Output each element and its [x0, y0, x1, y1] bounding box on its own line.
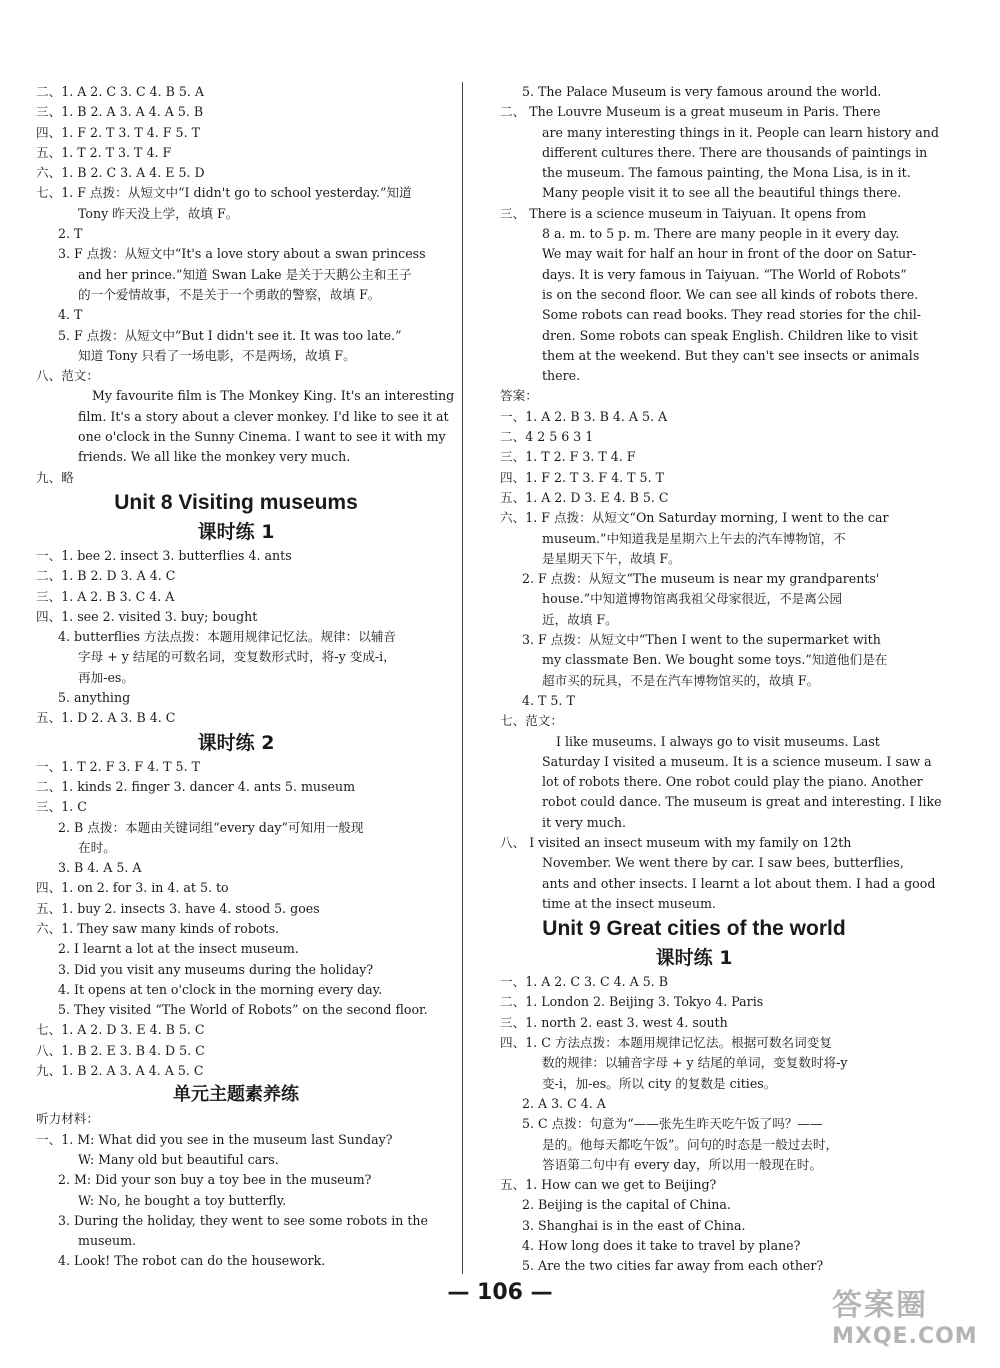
answer-line: 2. F 点拨：从短文“The museum is near my grandparents' — [522, 571, 880, 587]
lesson-heading: 课时练 1 — [197, 520, 275, 543]
answer-line: and her prince.”知道 Swan Lake 是关于天鹅公主和王子 — [78, 266, 412, 282]
answer-line: 4. T 5. T — [522, 692, 575, 708]
answer-line: 八、1. B 2. E 3. B 4. D 5. C — [36, 1042, 205, 1058]
answer-line: lot of robots there. One robot could play the piano. Another — [542, 774, 923, 790]
answer-line: film. It's a story about a clever monkey. I'd like to see it at — [78, 408, 449, 424]
answer-line: 一、1. M: What did you see in the museum last Sunday? — [36, 1131, 393, 1147]
answer-line: 六、1. B 2. C 3. A 4. E 5. D — [36, 165, 205, 181]
answer-line: 五、1. A 2. D 3. E 4. B 5. C — [500, 489, 669, 505]
answer-line: 4. Look! The robot can do the housework. — [58, 1253, 326, 1269]
left-column — [36, 82, 455, 1272]
answer-line: 三、 There is a science museum in Taiyuan. It opens from — [500, 205, 867, 221]
page-number: — 106 — — [447, 1280, 553, 1305]
answer-line: 变-i，加-es。所以 city 的复数是 cities。 — [542, 1075, 777, 1091]
answer-line: 七、范文： — [500, 713, 563, 729]
answer-line: Tony 昨天没上学，故填 F。 — [78, 205, 239, 221]
lesson-heading: 课时练 2 — [197, 731, 275, 754]
unit-heading: Unit 8 Visiting museums — [114, 490, 358, 514]
answer-line: 超市买的玩具，不是在汽车博物馆买的，故填 F。 — [542, 672, 820, 688]
answer-line: My favourite film is The Monkey King. It's an interesting — [92, 388, 455, 404]
answer-line: 2. T — [58, 226, 83, 242]
answer-line: 5. Are the two cities far away from each other? — [522, 1258, 824, 1274]
answer-line: 是的。他每天都吃午饭”。问句的时态是一般过去时， — [542, 1136, 839, 1152]
answer-line: 字母 + y 结尾的可数名词，变复数形式时，将-y 变成-i， — [78, 649, 396, 665]
column-divider — [462, 82, 463, 1274]
answer-line: 是星期天下午，故填 F。 — [542, 550, 681, 566]
answer-line: 六、1. F 点拨：从短文“On Saturday morning, I went to the car — [500, 510, 889, 526]
watermark-logo — [832, 1280, 982, 1360]
answer-line: 5. C 点拨：句意为“——张先生昨天吃午饭了吗？—— — [522, 1116, 823, 1132]
answer-line: 八、范文： — [36, 368, 99, 384]
answer-line: Many people visit it to see all the beautiful things there. — [542, 185, 902, 201]
answer-line: 5. F 点拨：从短文中“But I didn't see it. It was too late.” — [58, 327, 402, 343]
section-heading: 单元主题素养练 — [173, 1084, 299, 1106]
answer-line: my classmate Ben. We bought some toys.”知道他们是在 — [542, 652, 888, 668]
answer-line: Saturday I visited a museum. It is a science museum. I saw a — [542, 753, 932, 769]
answer-line: 4. How long does it take to travel by plane? — [522, 1238, 801, 1254]
answer-line: dren. Some robots can speak English. Children like to visit — [542, 327, 918, 343]
answer-line: 四、1. see 2. visited 3. buy; bought — [36, 608, 258, 624]
answer-line: are many interesting things in it. People can learn history and — [542, 124, 939, 140]
answer-line: time at the insect museum. — [542, 895, 716, 911]
answer-line: 答语第二句中有 every day，所以用一般现在时。 — [542, 1156, 822, 1172]
answer-line: 三、1. A 2. B 3. C 4. A — [36, 588, 175, 604]
answer-line: 5. They visited “The World of Robots” on the second floor. — [58, 1002, 428, 1018]
answer-line: 四、1. F 2. T 3. T 4. F 5. T — [36, 124, 200, 140]
answer-line: 3. B 4. A 5. A — [58, 860, 142, 876]
answer-line: 一、1. A 2. C 3. C 4. A 5. B — [500, 974, 669, 990]
answer-line: 八、 I visited an insect museum with my family on 12th — [500, 834, 852, 850]
answer-line: 3. During the holiday, they went to see some robots in the — [58, 1212, 428, 1228]
answer-line: 再加-es。 — [78, 669, 134, 685]
answer-line: museum.”中知道我是星期六上午去的汽车博物馆，不 — [542, 530, 846, 546]
answer-line: 二、1. London 2. Beijing 3. Tokyo 4. Paris — [500, 994, 764, 1010]
watermark-top: 答案圈 — [832, 1288, 928, 1323]
answer-line: 一、1. T 2. F 3. F 4. T 5. T — [36, 758, 200, 774]
answer-line: 五、1. How can we get to Beijing? — [500, 1177, 717, 1193]
answer-line: 二、 The Louvre Museum is a great museum in Paris. There — [500, 104, 881, 120]
answer-line: 七、1. A 2. D 3. E 4. B 5. C — [36, 1022, 205, 1038]
answer-line: 8 a. m. to 5 p. m. There are many people in it every day. — [542, 226, 900, 242]
answer-line: We may wait for half an hour in front of the door on Satur- — [542, 246, 917, 262]
answer-line: 3. F 点拨：从短文中“Then I went to the supermarket with — [522, 632, 881, 648]
answer-line: 4. T — [58, 307, 83, 323]
answer-line: 五、1. D 2. A 3. B 4. C — [36, 710, 176, 726]
answer-line: W: Many old but beautiful cars. — [78, 1151, 279, 1167]
answer-line: them at the weekend. But they can't see insects or animals — [542, 347, 920, 363]
answer-line: it very much. — [542, 814, 627, 830]
answer-line: 一、1. A 2. B 3. B 4. A 5. A — [500, 408, 668, 424]
answer-line: ants and other insects. I learnt a lot about them. I had a good — [542, 875, 936, 891]
answer-line: 2. B 点拨：本题由关键词组“every day”可知用一般现 — [58, 819, 364, 835]
answer-line: 5. The Palace Museum is very famous around the world. — [522, 84, 882, 99]
answer-line: different cultures there. There are thousands of paintings in — [542, 144, 928, 160]
answer-line: 二、4 2 5 6 3 1 — [500, 429, 594, 445]
answer-line: friends. We all like the monkey very much. — [78, 449, 351, 465]
answer-line: 二、1. B 2. D 3. A 4. C — [36, 568, 176, 584]
answer-line: 二、1. A 2. C 3. C 4. B 5. A — [36, 84, 205, 99]
answer-line: 六、1. They saw many kinds of robots. — [36, 920, 280, 936]
answer-line: 四、1. on 2. for 3. in 4. at 5. to — [36, 880, 229, 896]
answer-line: 近，故填 F。 — [542, 611, 618, 627]
answer-line: 五、1. buy 2. insects 3. have 4. stood 5. goes — [36, 900, 320, 916]
answer-line: 一、1. bee 2. insect 3. butterflies 4. ants — [36, 547, 292, 563]
answer-line: 三、1. B 2. A 3. A 4. A 5. B — [36, 104, 204, 120]
answer-line: the museum. The famous painting, the Mona Lisa, is in it. — [542, 165, 911, 181]
answer-line: 3. F 点拨：从短文中“It's a love story about a swan princess — [58, 246, 426, 262]
answer-line: there. — [542, 368, 581, 384]
unit-heading: Unit 9 Great cities of the world — [542, 917, 846, 941]
answer-line: 的一个爱情故事，不是关于一个勇敢的警察，故填 F。 — [78, 286, 381, 302]
lesson-heading: 课时练 1 — [655, 947, 733, 970]
answer-line: 五、1. T 2. T 3. T 4. F — [36, 144, 172, 160]
answer-line: 答案： — [500, 388, 538, 404]
answer-line: November. We went there by car. I saw bees, butterflies, — [542, 855, 904, 871]
answer-line: 3. Did you visit any museums during the holiday? — [58, 961, 374, 977]
answer-line: museum. — [78, 1233, 137, 1249]
answer-line: 2. Beijing is the capital of China. — [522, 1197, 731, 1213]
answer-line: house.”中知道博物馆离我祖父母家很近，不是离公园 — [542, 591, 843, 607]
answer-line: 九、略 — [36, 469, 74, 485]
answer-line: is on the second floor. We can see all kinds of robots there. — [542, 286, 919, 302]
answer-line: 听力材料： — [36, 1111, 99, 1127]
answer-line: 3. Shanghai is in the east of China. — [522, 1217, 746, 1233]
answer-line: 九、1. B 2. A 3. A 4. A 5. C — [36, 1063, 204, 1079]
answer-line: 三、1. T 2. F 3. T 4. F — [500, 449, 636, 465]
answer-line: 4. butterflies 方法点拨：本题用规律记忆法。规律：以辅音 — [58, 629, 397, 645]
answer-line: 四、1. C 方法点拨：本题用规律记忆法。根据可数名词变复 — [500, 1035, 832, 1051]
answer-line: 三、1. north 2. east 3. west 4. south — [500, 1014, 728, 1030]
answer-line: 2. A 3. C 4. A — [522, 1095, 606, 1111]
answer-line: 在时。 — [78, 839, 116, 855]
answer-line: 二、1. kinds 2. finger 3. dancer 4. ants 5. museum — [36, 778, 356, 794]
watermark-bottom: MXQE.COM — [832, 1324, 978, 1349]
answer-line: I like museums. I always go to visit museums. Last — [556, 733, 880, 749]
answer-line: 知道 Tony 只看了一场电影，不是两场，故填 F。 — [78, 347, 356, 363]
answer-line: robot could dance. The museum is great and interesting. I like — [542, 794, 942, 810]
answer-line: 4. It opens at ten o'clock in the morning every day. — [58, 981, 383, 997]
answer-line: days. It is very famous in Taiyuan. “The World of Robots” — [542, 266, 907, 282]
answer-line: 数的规律：以辅音字母 + y 结尾的单词，变复数时将-y — [542, 1055, 848, 1071]
answer-line: 2. I learnt a lot at the insect museum. — [58, 941, 299, 957]
answer-line: 七、1. F 点拨：从短文中“I didn't go to school yesterday.”知道 — [36, 185, 412, 201]
answer-line: 5. anything — [58, 690, 131, 706]
answer-line: W: No, he bought a toy butterfly. — [78, 1192, 287, 1208]
answer-line: Some robots can read books. They read stories for the chil- — [542, 307, 921, 323]
answer-line: 三、1. C — [36, 799, 87, 815]
answer-line: one o'clock in the Sunny Cinema. I want to see it with my — [78, 429, 446, 445]
right-column — [500, 82, 942, 1277]
answer-line: 四、1. F 2. T 3. F 4. T 5. T — [500, 469, 664, 485]
answer-line: 2. M: Did your son buy a toy bee in the museum? — [58, 1172, 372, 1188]
